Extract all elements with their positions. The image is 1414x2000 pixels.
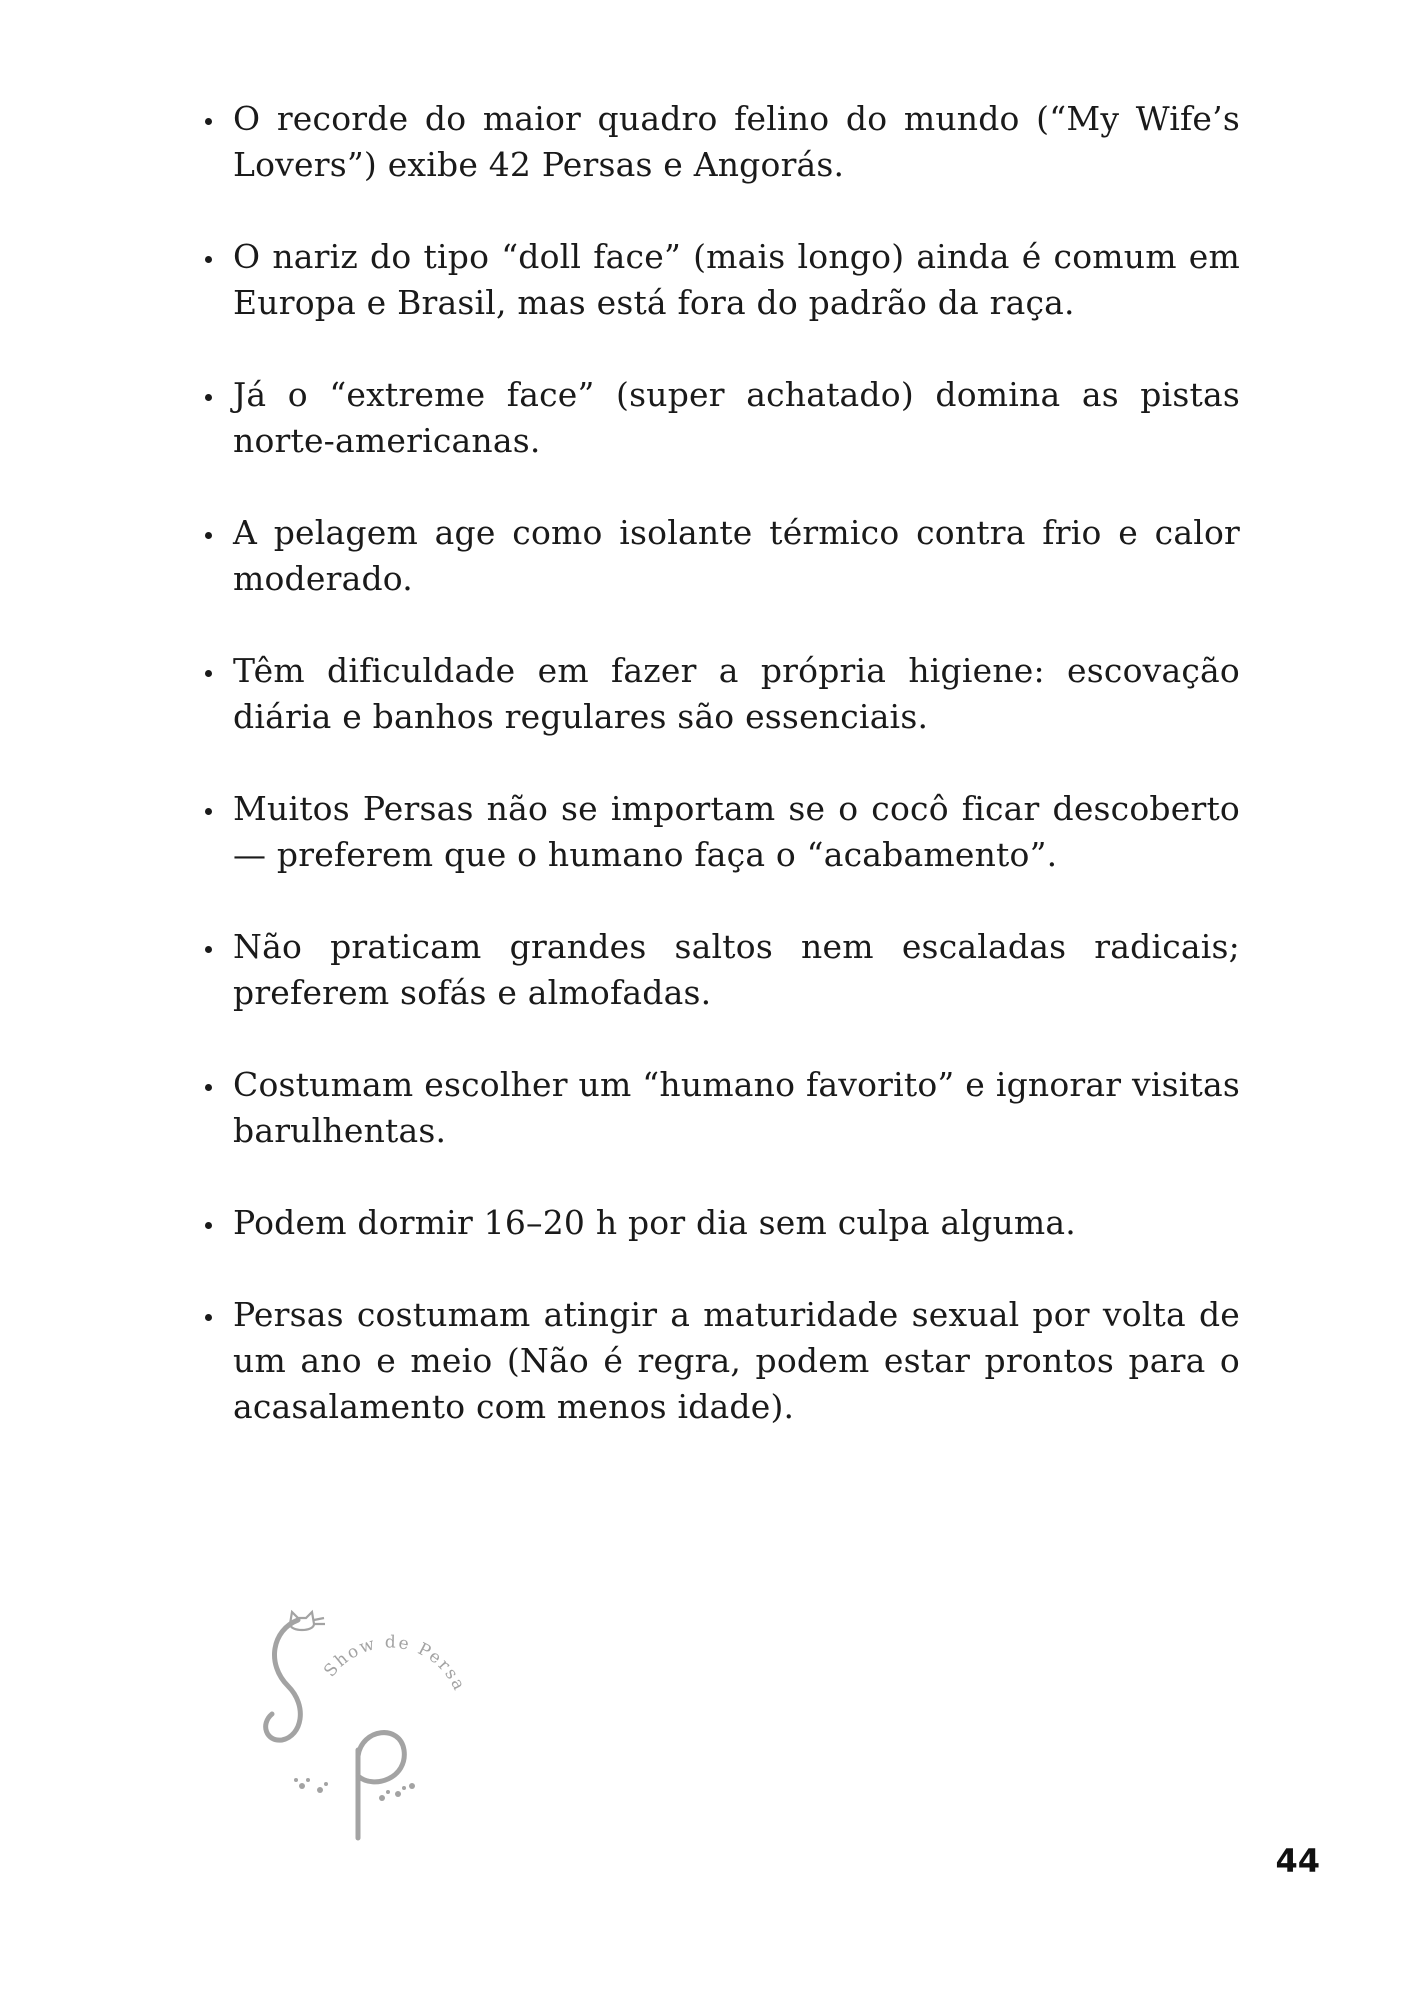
list-item: Têm dificuldade em fazer a própria higiene: escovação diária e banhos regulares são essenciais.: [205, 648, 1240, 740]
list-item: Muitos Persas não se importam se o cocô ficar descoberto — preferem que o humano faça o “acabamento”.: [205, 786, 1240, 878]
list-item: O nariz do tipo “doll face” (mais longo) ainda é comum em Europa e Brasil, mas está fora do padrão da raça.: [205, 234, 1240, 326]
list-item: Persas costumam atingir a maturidade sexual por volta de um ano e meio (Não é regra, podem estar prontos para o acasalamento com menos idade).: [205, 1292, 1240, 1430]
page-number: 44: [1275, 1842, 1320, 1880]
list-item: Não praticam grandes saltos nem escaladas radicais; preferem sofás e almofadas.: [205, 924, 1240, 1016]
list-item: O recorde do maior quadro felino do mundo (“My Wife’s Lovers”) exibe 42 Persas e Angorás.: [205, 96, 1240, 188]
list-item: Já o “extreme face” (super achatado) domina as pistas norte-americanas.: [205, 372, 1240, 464]
show-de-persa-logo: [262, 1608, 462, 1848]
list-item: Podem dormir 16–20 h por dia sem culpa alguma.: [205, 1200, 1240, 1246]
logo-text: Show de Pers: [320, 1632, 462, 1685]
bullet-list: [205, 96, 1240, 1430]
svg-text:Show de Persa: [320, 1632, 462, 1695]
list-item: Costumam escolher um “humano favorito” e ignorar visitas barulhentas.: [205, 1062, 1240, 1154]
list-item: A pelagem age como isolante térmico contra frio e calor moderado.: [205, 510, 1240, 602]
page-content: [205, 96, 1240, 1476]
cat-logo-icon: [262, 1608, 462, 1848]
